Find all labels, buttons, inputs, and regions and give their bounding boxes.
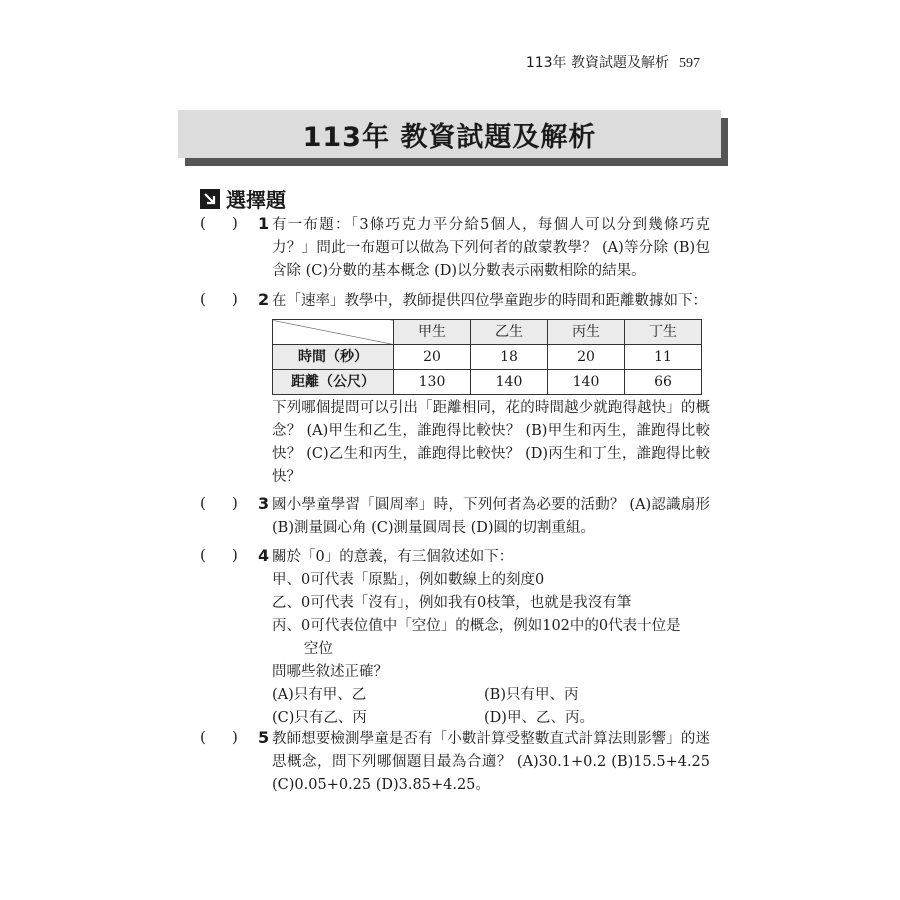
statement: 乙、0可代表「沒有」，例如我有0枝筆，也就是我沒有筆 <box>272 595 632 611</box>
question-text: 教師想要檢測學童是否有「小數計算受整數直式計算法則影響」的迷思概念，問下列哪個題目最為合適？ (A)30.1+0.2 (B)15.5+4.25 (C)0.05+0.25 (D)3.85+4.25。 <box>272 731 710 793</box>
table-cell: 130 <box>394 370 471 395</box>
question-number: 4 <box>258 546 270 565</box>
section-heading <box>200 184 286 213</box>
question-text: 關於「0」的意義，有三個敘述如下： <box>272 549 514 565</box>
option-c: (C)只有乙、丙 <box>272 710 367 726</box>
running-header <box>526 52 700 72</box>
option-d: (D)甲、乙、丙。 <box>484 710 594 726</box>
question-number: 2 <box>258 290 270 309</box>
speed-data-table <box>272 319 702 395</box>
answer-blank[interactable]: ( ) <box>200 290 238 308</box>
question-number: 1 <box>258 214 270 233</box>
question-prompt: 問哪些敘述正確？ <box>272 664 388 680</box>
column-header: 乙生 <box>471 320 548 345</box>
question-text: 在「速率」教學中，教師提供四位學童跑步的時間和距離數據如下： <box>272 293 707 309</box>
table-cell: 20 <box>548 345 625 370</box>
section-title: 選擇題 <box>226 188 286 212</box>
row-header: 距離（公尺） <box>273 370 394 395</box>
option-b: (B)只有甲、丙 <box>484 687 579 703</box>
table-cell: 140 <box>548 370 625 395</box>
table-corner-cell <box>273 320 394 345</box>
question-3 <box>200 494 710 540</box>
question-text: 國小學童學習「圓周率」時，下列何者為必要的活動？ (A)認識扇形 (B)測量圓心角 (C)測量圓周長 (D)圓的切割重組。 <box>272 497 710 536</box>
statement: 甲、0可代表「原點」，例如數線上的刻度0 <box>272 572 545 588</box>
question-text-continued: 下列哪個提問可以引出「距離相同，花的時間越少就跑得越快」的概念？ (A)甲生和乙生，誰跑得比較快？ (B)甲生和丙生，誰跑得比較快？ (C)乙生和丙生，誰跑得比較快？ (D)丙生和丁生，誰跑得比較快？ <box>272 400 710 485</box>
table-cell: 18 <box>471 345 548 370</box>
header-title: 113年 教資試題及解析 <box>525 55 669 71</box>
table-cell: 20 <box>394 345 471 370</box>
column-header: 丁生 <box>625 320 702 345</box>
page-number: 597 <box>679 56 700 71</box>
question-number: 5 <box>258 728 270 747</box>
answer-blank[interactable]: ( ) <box>200 728 238 746</box>
arrow-down-right-icon <box>200 189 220 209</box>
row-header: 時間（秒） <box>273 345 394 370</box>
answer-blank[interactable]: ( ) <box>200 546 238 564</box>
question-2 <box>200 290 710 489</box>
column-header: 丙生 <box>548 320 625 345</box>
table-row <box>273 370 702 395</box>
table-row <box>273 345 702 370</box>
table-cell: 140 <box>471 370 548 395</box>
column-header: 甲生 <box>394 320 471 345</box>
question-5 <box>200 728 710 797</box>
page-title: 113年 教資試題及解析 <box>178 110 721 158</box>
question-text: 有一布題：「3條巧克力平分給5個人，每個人可以分到幾條巧克力？」問此一布題可以做為下列何者的啟蒙教學？ (A)等分除 (B)包含除 (C)分數的基本概念 (D)以分數表示兩數相除的結果。 <box>272 217 710 279</box>
question-4 <box>200 546 710 730</box>
question-number: 3 <box>258 494 270 513</box>
answer-blank[interactable]: ( ) <box>200 214 238 232</box>
option-grid <box>272 684 710 730</box>
option-a: (A)只有甲、乙 <box>272 687 367 703</box>
question-1 <box>200 214 710 283</box>
table-cell: 11 <box>625 345 702 370</box>
statement-continued: 空位 <box>303 641 333 657</box>
statement: 丙、0可代表位值中「空位」的概念，例如102中的0代表十位是 <box>272 618 681 634</box>
table-cell: 66 <box>625 370 702 395</box>
answer-blank[interactable]: ( ) <box>200 494 238 512</box>
